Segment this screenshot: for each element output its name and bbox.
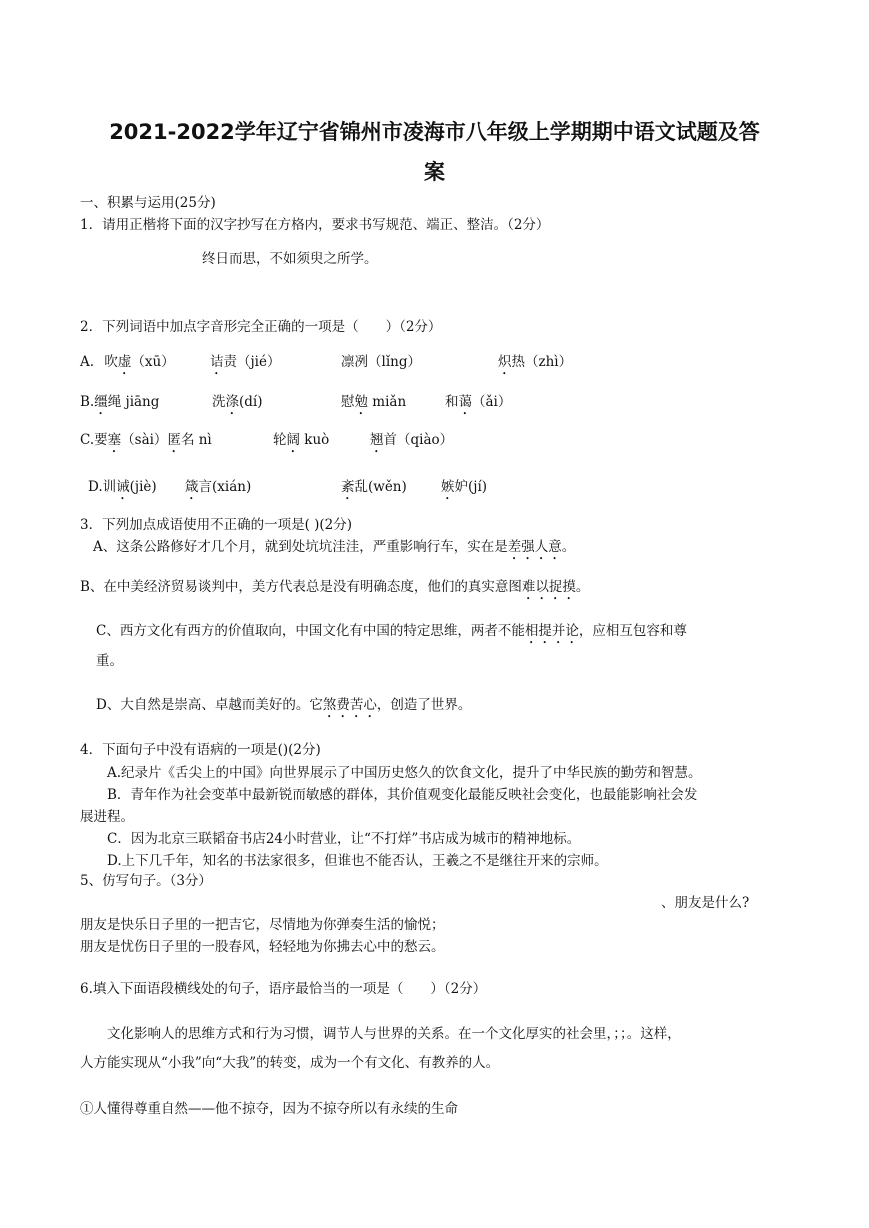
word-part: 首（qiào） bbox=[383, 432, 454, 448]
word-part: 轮 bbox=[273, 432, 287, 448]
option-word bbox=[104, 354, 174, 370]
word-part: kuò bbox=[300, 432, 330, 448]
question-3-option-a bbox=[93, 537, 575, 563]
dotted-char: 虚 bbox=[117, 354, 132, 370]
question-6-paragraph-line2: 人方能实现从“小我”向“大我”的转变，成为一个有文化、有教养的人。 bbox=[80, 1055, 500, 1071]
question-2-option-d-word3 bbox=[341, 477, 407, 503]
word-part: （sài） bbox=[121, 432, 168, 448]
word-part: (dí) bbox=[239, 394, 263, 410]
dotted-char: 箴 bbox=[185, 479, 199, 495]
question-2-option-a-word4 bbox=[498, 352, 572, 378]
question-1-stem: 1．请用正楷将下面的汉字抄写在方格内，要求书写规范、端正、整洁。（2分） bbox=[80, 217, 550, 233]
dotted-char: 勉 bbox=[354, 394, 368, 410]
dotted-char: 炽 bbox=[498, 354, 512, 370]
question-3-option-b bbox=[80, 577, 589, 603]
dotted-char: 匿 bbox=[167, 432, 181, 448]
question-4-option-b-line2: 展进程。 bbox=[80, 809, 134, 825]
question-6-stem: 6.填入下面语段横线处的句子，语序最恰当的一项是（ ）（2分） bbox=[80, 981, 487, 997]
text-part: D、大自然是崇高、卓越而美好的。它 bbox=[96, 697, 323, 713]
text-part: C、西方文化有西方的价值取向，中国文化有中国的特定思维，两者不能 bbox=[96, 623, 525, 639]
word-part: (jiè) bbox=[129, 479, 157, 495]
question-2-option-d-word2 bbox=[185, 477, 251, 503]
dotted-idiom: 差强人意 bbox=[507, 539, 562, 555]
question-6-option-1: ①人懂得尊重自然——他不掠夺，因为不掠夺所以有永续的生命 bbox=[80, 1101, 458, 1117]
question-4-option-d: D.上下几千年，知名的书法家很多，但谁也不能否认，王羲之不是继往开来的宗师。 bbox=[107, 853, 608, 869]
dotted-char: 缰 bbox=[94, 394, 108, 410]
dotted-idiom: 难以捉摸 bbox=[521, 579, 576, 595]
text-part: 。 bbox=[561, 539, 576, 555]
question-2-option-b-word2 bbox=[212, 392, 263, 418]
question-2-option-d bbox=[88, 477, 157, 503]
question-2-option-a-word3: 凛冽（lǐng） bbox=[341, 354, 421, 370]
text-part: ，应相互包容和尊 bbox=[578, 623, 687, 639]
dotted-idiom: 煞费苦心 bbox=[322, 697, 377, 713]
dotted-char: 塞 bbox=[107, 432, 122, 448]
question-1-text: 终日而思，不如须臾之所学。 bbox=[202, 251, 378, 267]
question-4-option-c: C．因为北京三联韬奋书店24小时营业，让“不打烊”书店成为城市的精神地标。 bbox=[107, 831, 581, 847]
document-title-line2: 案 bbox=[424, 160, 445, 184]
text-part: A、这条公路修好才几个月，就到处坑坑洼洼，严重影响行车，实在是 bbox=[93, 539, 508, 555]
question-6-paragraph-line1: 文化影响人的思维方式和行为习惯，调节人与世界的关系。在一个文化厚实的社会里，；；。这样， bbox=[107, 1026, 681, 1042]
question-2-option-c-word3 bbox=[273, 430, 329, 456]
question-2-option-c-word4 bbox=[370, 430, 453, 456]
dotted-char: 诫 bbox=[116, 479, 130, 495]
question-4-option-b-line1: B．青年作为社会变革中最新锐而敏感的群体，其价值观变化最能反映社会变化，也最能影响社会发 bbox=[107, 787, 698, 803]
question-2-option-d-word4 bbox=[441, 477, 487, 503]
dotted-char: 涤 bbox=[225, 394, 239, 410]
question-5-stem: 5、仿写句子。（3分） bbox=[80, 873, 212, 889]
question-3-stem: 3．下列加点成语使用不正确的一项是( )(2分) bbox=[80, 517, 353, 533]
word-part: 洗 bbox=[212, 394, 226, 410]
dotted-char: 翘 bbox=[370, 432, 384, 448]
text-part: B、在中美经济贸易谈判中，美方代表总是没有明确态度，他们的真实意图 bbox=[80, 579, 522, 595]
word-part: （ǎi） bbox=[472, 394, 512, 410]
text-part: 。 bbox=[575, 579, 590, 595]
dotted-char: 蔼 bbox=[458, 394, 472, 410]
word-part: 要 bbox=[94, 432, 108, 448]
word-part: 和 bbox=[445, 394, 459, 410]
dotted-idiom: 相提并论 bbox=[524, 623, 579, 639]
word-part: （xū） bbox=[131, 354, 175, 370]
word-part: miǎn bbox=[368, 394, 407, 410]
document-title-line1: 2021-2022学年辽宁省锦州市凌海市八年级上学期期中语文试题及答 bbox=[109, 120, 760, 144]
question-3-option-c bbox=[96, 621, 687, 647]
question-2-option-b bbox=[80, 392, 159, 418]
question-3-option-d bbox=[96, 695, 471, 721]
dotted-char: 紊 bbox=[341, 479, 355, 495]
question-2-option-a-word2 bbox=[210, 352, 281, 378]
word-part: 绳 jiāng bbox=[107, 394, 160, 410]
word-part: 名 nì bbox=[180, 432, 212, 448]
word-part: 言(xián) bbox=[198, 479, 252, 495]
dotted-char: 阔 bbox=[286, 432, 300, 448]
question-5-line2: 朋友是忧伤日子里的一股春风，轻轻地为你拂去心中的愁云。 bbox=[80, 939, 445, 955]
option-label: A. bbox=[80, 354, 95, 370]
question-5-line1: 朋友是快乐日子里的一把吉它，尽情地为你弹奏生活的愉悦； bbox=[80, 917, 445, 933]
word-part: 慰 bbox=[341, 394, 355, 410]
option-label: B. bbox=[80, 394, 95, 410]
dotted-char: 诘 bbox=[210, 354, 224, 370]
option-label: D. bbox=[88, 479, 103, 495]
word-part: 妒(jí) bbox=[454, 479, 488, 495]
question-4-stem: 4．下面句子中没有语病的一项是()(2分) bbox=[80, 742, 321, 758]
word-part: 训 bbox=[102, 479, 117, 495]
question-4-option-a: A.纪录片《舌尖上的中国》向世界展示了中国历史悠久的饮食文化，提升了中华民族的勤劳和智慧。 bbox=[107, 765, 702, 781]
question-2-stem: 2．下列词语中加点字音形完全正确的一项是（ ）（2分） bbox=[80, 319, 442, 335]
section-heading: 一、积累与运用(25分) bbox=[80, 195, 216, 211]
question-2-option-b-word3 bbox=[341, 392, 406, 418]
question-2-option-b-word4 bbox=[445, 392, 511, 418]
option-label: C. bbox=[80, 432, 95, 448]
question-5-prompt: 、朋友是什么? bbox=[661, 895, 750, 911]
question-2-option-a bbox=[80, 352, 175, 378]
word-part: 乱(wěn) bbox=[354, 479, 407, 495]
word-part: 责（jié） bbox=[223, 354, 281, 370]
dotted-char: 嫉 bbox=[441, 479, 455, 495]
text-part: ，创造了世界。 bbox=[376, 697, 472, 713]
word-part: 吹 bbox=[104, 354, 118, 370]
question-2-option-c bbox=[80, 430, 212, 456]
question-3-option-c-line2: 重。 bbox=[96, 653, 123, 669]
word-part: 热（zhì） bbox=[511, 354, 573, 370]
